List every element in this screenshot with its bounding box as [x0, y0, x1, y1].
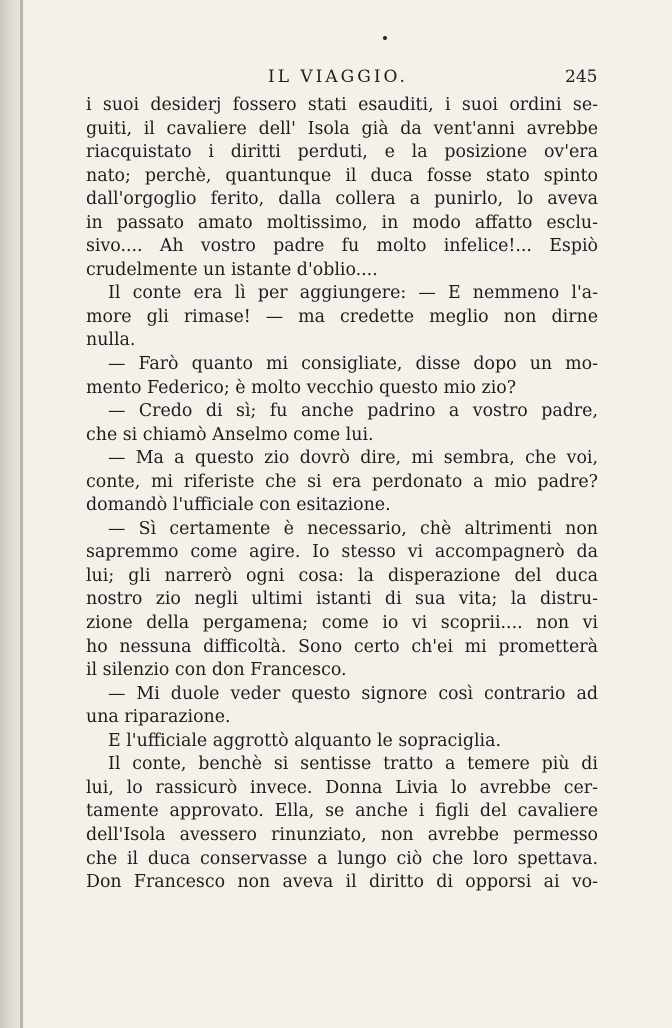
text-line: lui, lo rassicurò invece. Donna Livia lo avrebbe cer-: [86, 777, 598, 798]
text-line: Il conte era lì per aggiungere: — E nemmeno l'a-: [108, 283, 598, 304]
text-line: domandò l'ufficiale con esitazione.: [86, 495, 391, 516]
text-line: — Mi duole veder questo signore così contrario ad: [108, 683, 598, 704]
page-binding-line: [20, 0, 23, 1028]
text-line: more gli rimase! — ma credette meglio non dirne: [86, 306, 598, 327]
text-line: in passato amato moltissimo, in modo affatto esclu-: [86, 212, 598, 233]
text-line: — Ma a questo zio dovrò dire, mi sembra, che voi,: [108, 448, 598, 469]
text-line: riacquistato i diritti perduti, e la posizione ov'era: [86, 142, 598, 163]
text-line: mento Federico; è molto vecchio questo mio zio?: [86, 377, 517, 398]
text-line: che si chiamò Anselmo come lui.: [86, 424, 374, 445]
text-line: tamente approvato. Ella, se anche i figli del cavaliere: [86, 801, 598, 822]
text-line: nulla.: [86, 330, 136, 351]
text-line: che il duca conservasse a lungo ciò che loro spettava.: [86, 848, 598, 869]
text-line: lui; gli narrerò ogni cosa: la disperazione del duca: [86, 565, 598, 586]
text-line: guiti, il cavaliere dell' Isola già da vent'anni avrebbe: [86, 118, 598, 139]
text-line: i suoi desiderj fossero stati esauditi, i suoi ordini se-: [86, 95, 598, 115]
body-text: [86, 94, 598, 895]
text-line: Don Francesco non aveva il diritto di opporsi ai vo-: [86, 872, 598, 893]
text-line: zione della pergamena; come io vi scoprii.... non vi: [86, 613, 598, 634]
text-line: ho nessuna difficoltà. Sono certo ch'ei mi prometterà: [86, 636, 598, 657]
ink-speck: [383, 36, 387, 40]
text-line: — Farò quanto mi consigliate, disse dopo un mo-: [108, 354, 598, 375]
text-line: — Sì certamente è necessario, chè altrimenti non: [108, 518, 598, 539]
text-line: — Credo di sì; fu anche padrino a vostro padre,: [108, 401, 598, 422]
text-line: nato; perchè, quantunque il duca fosse stato spinto: [86, 165, 598, 186]
page-number: 245: [565, 67, 598, 87]
text-line: crudelmente un istante d'oblio....: [86, 259, 378, 280]
running-head: [0, 64, 672, 90]
text-line: dell'Isola avessero rinunziato, non avrebbe permesso: [86, 824, 598, 845]
text-line: E l'ufficiale aggrottò alquanto le sopraciglia.: [108, 730, 501, 751]
text-line: dall'orgoglio ferito, dalla collera a punirlo, lo aveva: [86, 189, 598, 210]
text-line: Il conte, benchè si sentisse tratto a temere più di: [108, 754, 598, 775]
text-line: una riparazione.: [86, 707, 231, 728]
text-line: conte, mi riferiste che si era perdonato a mio padre?: [86, 471, 598, 492]
text-line: il silenzio con don Francesco.: [86, 660, 347, 681]
running-head-title: IL VIAGGIO.: [268, 67, 408, 87]
text-line: nostro zio negli ultimi istanti di sua vita; la distru-: [86, 589, 598, 610]
text-line: sapremmo come agire. Io stesso vi accompagnerò da: [86, 542, 598, 563]
text-line: sivo.... Ah vostro padre fu molto infelice!... Espiò: [86, 236, 598, 257]
